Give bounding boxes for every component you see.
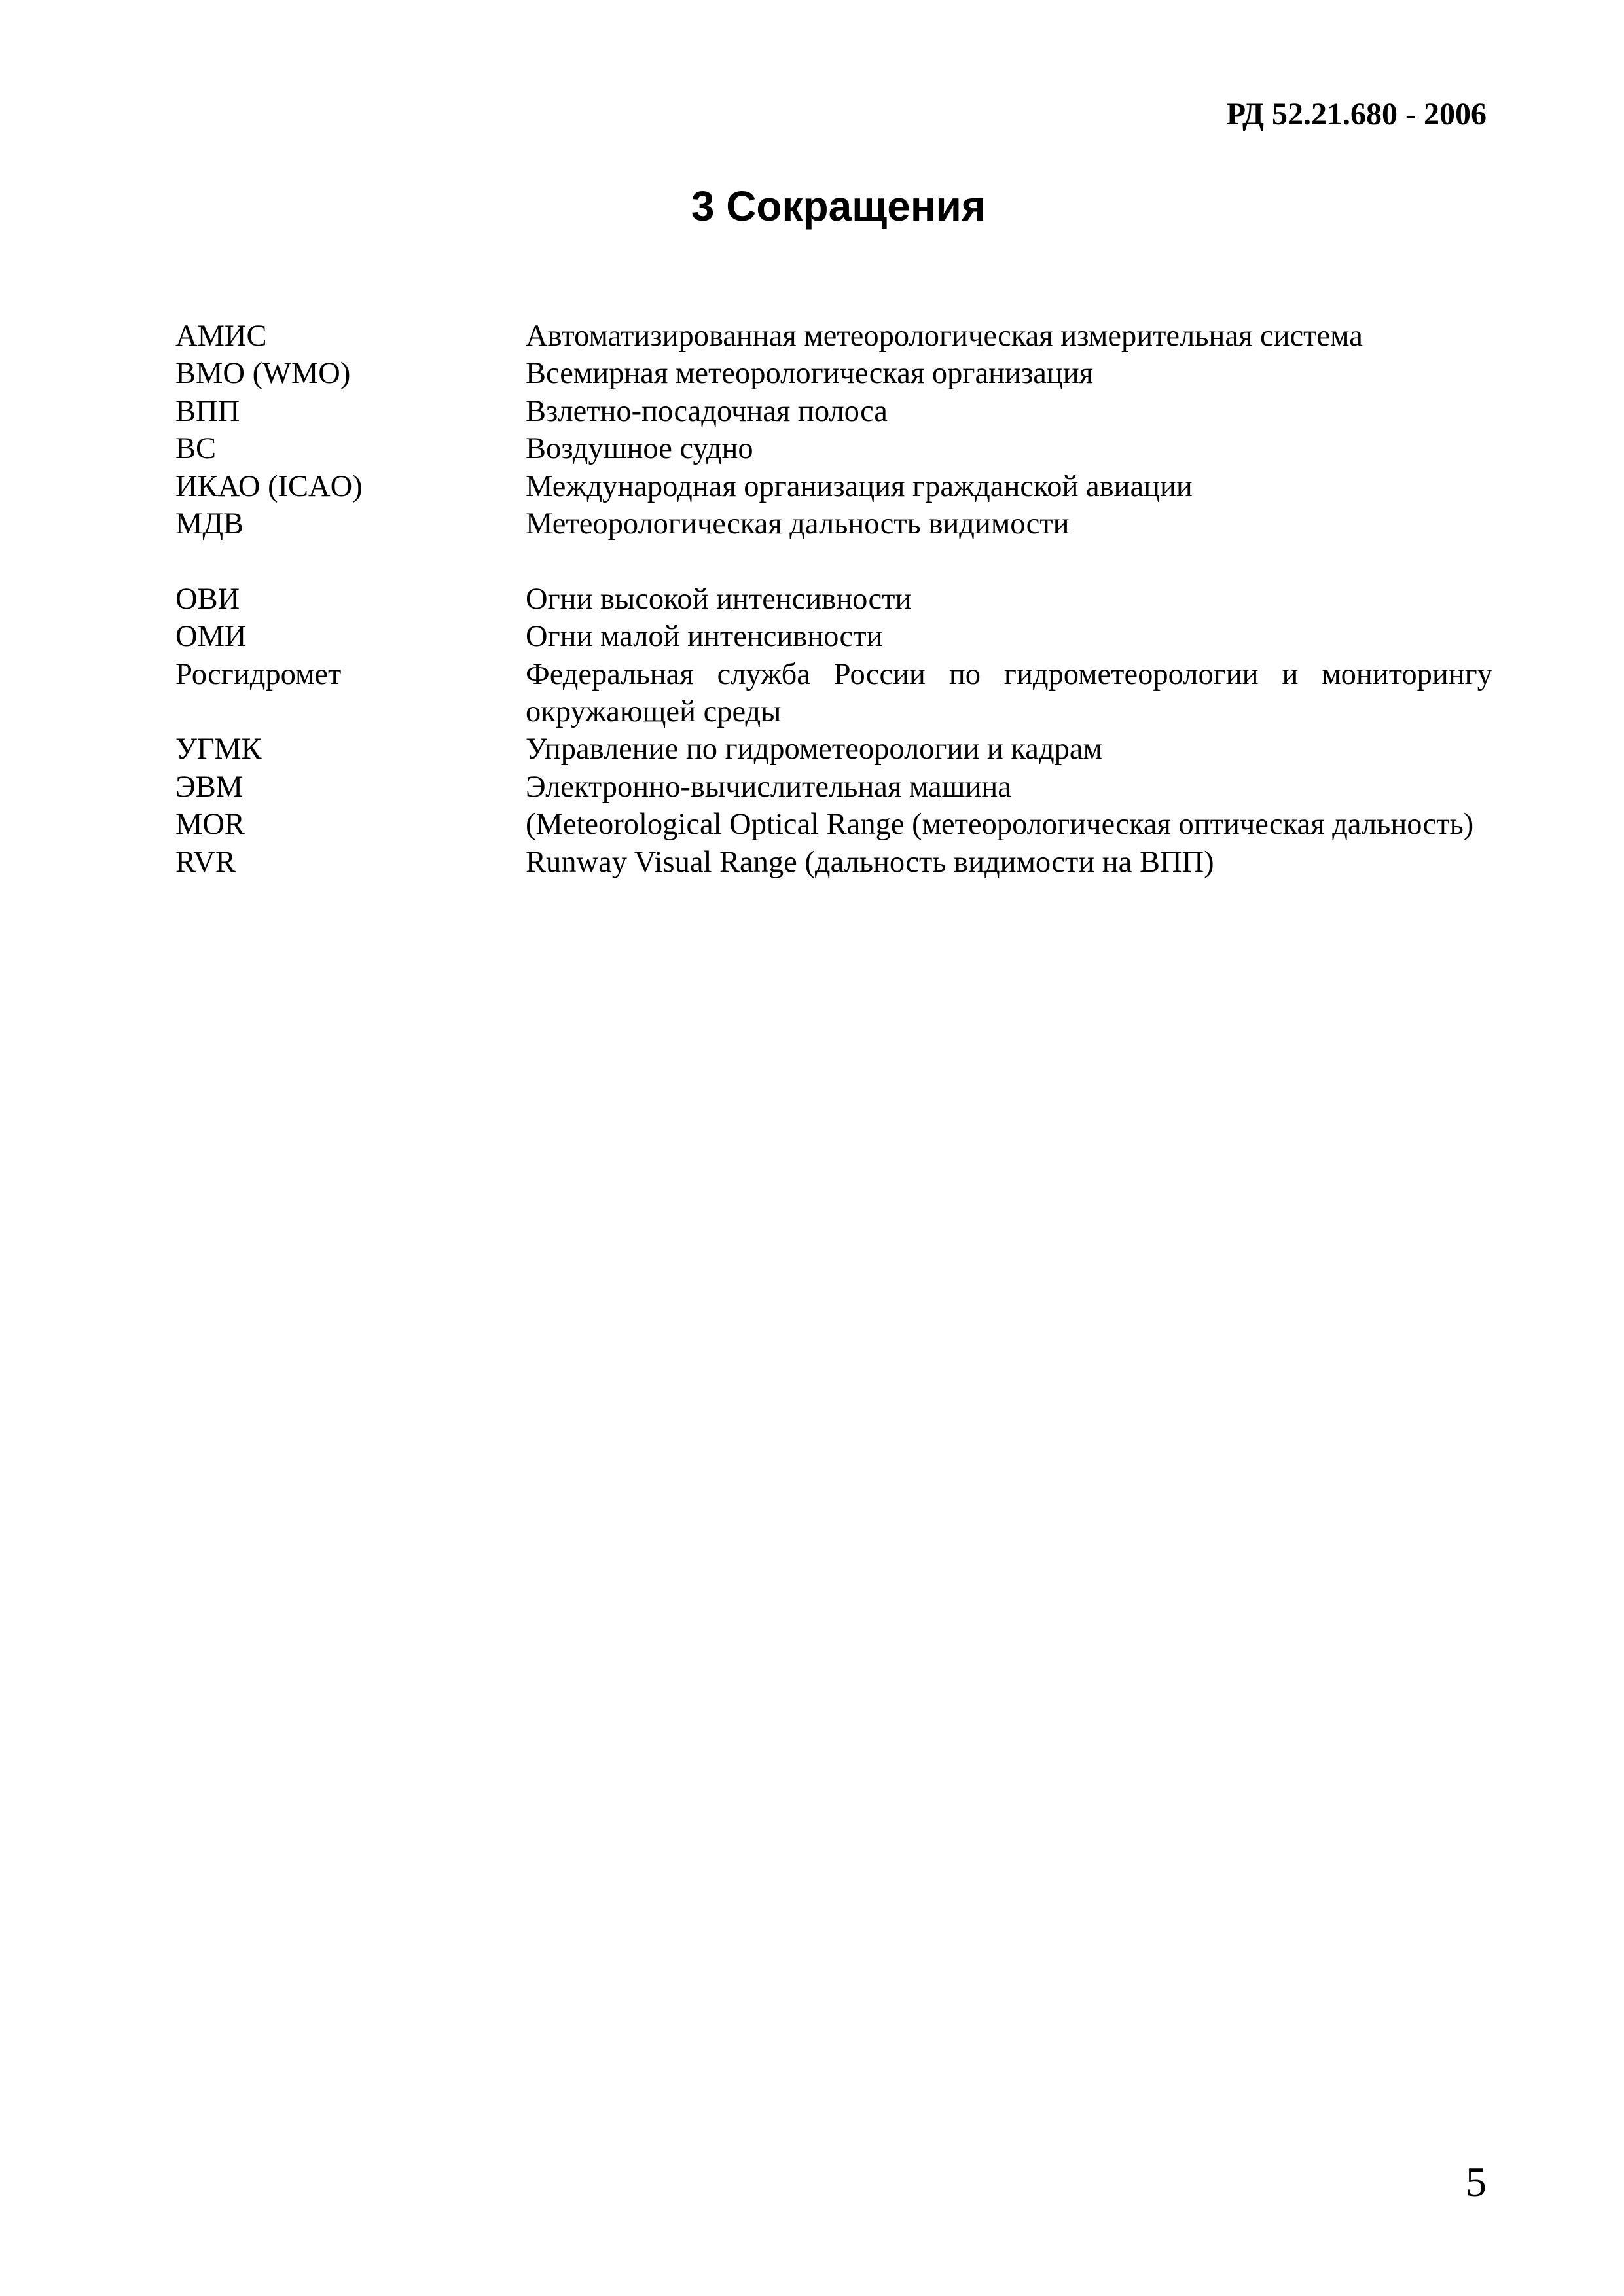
abbreviation-row [175,768,1492,806]
abbreviation-definition: Международная организация гражданской авиации [526,469,1193,503]
abbreviation-term: RVR [175,845,236,879]
abbreviation-definition: Runway Visual Range (дальность видимости на ВПП) [526,845,1214,879]
abbreviation-definition: Огни малой интенсивности [526,620,883,654]
abbreviation-definition: Автоматизированная метеорологическая измерительная система [526,319,1363,353]
abbreviation-definition: Всемирная метеорологическая организация [526,357,1094,391]
abbreviation-row [175,806,1492,843]
abbreviation-row [175,317,1492,355]
abbreviation-row [175,618,1492,655]
abbreviation-term: ОМИ [175,620,247,654]
abbreviation-term: ВС [175,432,217,466]
abbreviation-definition: Федеральная служба России по гидрометеорологии и мониторингу окружающей среды [526,657,1492,729]
abbreviation-row [175,656,1492,731]
abbreviation-term: УГМК [175,732,262,766]
abbreviation-term: ЭВМ [175,770,244,804]
abbreviation-row [175,430,1492,467]
abbreviation-term: ВМО (WMO) [175,357,351,391]
abbreviation-row [175,355,1492,392]
abbreviation-row [175,581,1492,618]
abbreviation-list [175,317,1492,881]
document-code: РД 52.21.680 - 2006 [1226,97,1487,132]
section-title: 3 Сокращения [691,183,986,230]
abbreviation-term: ИКАО (ICAO) [175,469,363,503]
abbreviation-row [175,505,1492,543]
abbreviation-definition: Взлетно-посадочная полоса [526,394,888,428]
abbreviation-definition: Воздушное судно [526,432,753,466]
page-number: 5 [1466,2159,1487,2205]
abbreviation-definition: (Meteorological Optical Range (метеорологическая оптическая дальность) [526,808,1474,842]
abbreviation-term: Росгидромет [175,657,342,691]
abbreviation-term: MOR [175,808,245,842]
abbreviation-definition: Метеорологическая дальность видимости [526,507,1070,541]
abbreviation-definition: Управление по гидрометеорологии и кадрам [526,732,1102,766]
abbreviation-definition: Огни высокой интенсивности [526,582,912,616]
abbreviation-row [175,730,1492,768]
abbreviation-term: ВПП [175,394,240,428]
abbreviation-row [175,393,1492,430]
abbreviation-term: ОВИ [175,582,240,616]
abbreviation-term: АМИС [175,319,267,353]
abbreviation-term: МДВ [175,507,244,541]
group-spacer [175,543,1492,580]
abbreviation-row [175,468,1492,505]
abbreviation-row [175,844,1492,881]
abbreviation-definition: Электронно-вычислительная машина [526,770,1011,804]
